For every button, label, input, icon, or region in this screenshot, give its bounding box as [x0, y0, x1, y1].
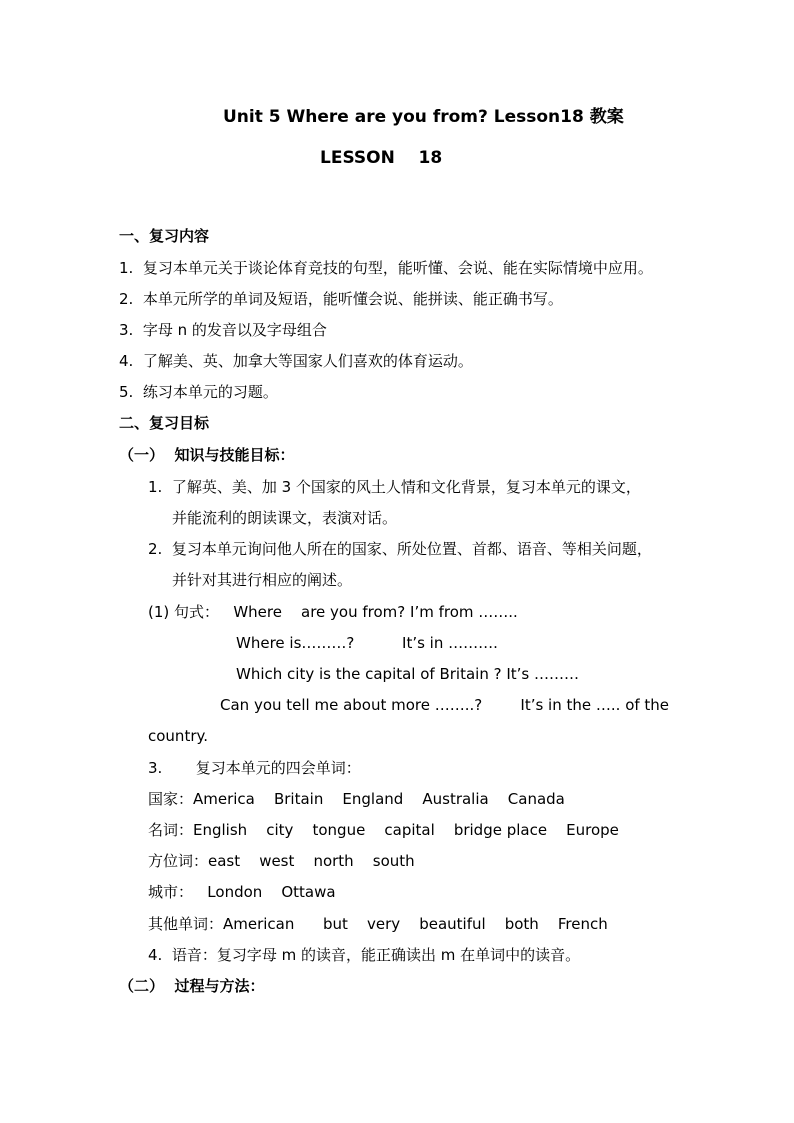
- vocabulary-heading: 3. 复习本单元的四会单词：: [148, 759, 361, 777]
- vocabulary-nouns: 名词：English city tongue capital bridge place Europe: [148, 821, 619, 839]
- list-item: 1. 复习本单元关于谈论体育竞技的句型，能听懂、会说、能在实际情境中应用。: [119, 259, 653, 277]
- vocabulary-cities: 城市： London Ottawa: [148, 883, 336, 901]
- section-heading-review-goals: 二、复习目标: [119, 414, 210, 432]
- sentence-pattern-2: Where is………? It’s in ……….: [236, 634, 498, 652]
- list-item: 4. 了解美、英、加拿大等国家人们喜欢的体育运动。: [119, 352, 473, 370]
- objective-1-line-2: 并能流利的朗读课文，表演对话。: [172, 509, 398, 527]
- phonics-objective: 4. 语音：复习字母 m 的读音，能正确读出 m 在单词中的读音。: [148, 946, 581, 964]
- subsection-heading-process-methods: （二） 过程与方法：: [119, 977, 265, 995]
- sentence-pattern-1: (1) 句式： Where are you from? I’m from ……..: [148, 603, 518, 621]
- vocabulary-countries: 国家：America Britain England Australia Canada: [148, 790, 565, 808]
- subsection-heading-knowledge-skills: （一） 知识与技能目标：: [119, 446, 295, 464]
- sentence-pattern-4: Can you tell me about more ……..? It’s in the ….. of the: [220, 696, 670, 714]
- objective-2-line-2: 并针对其进行相应的阐述。: [172, 571, 353, 589]
- objective-2-line-1: 2. 复习本单元询问他人所在的国家、所处位置、首都、语音、等相关问题，: [148, 540, 652, 558]
- objective-1-line-1: 1. 了解英、美、加 3 个国家的风土人情和文化背景，复习本单元的课文，: [148, 478, 641, 496]
- lesson-subtitle: LESSON 18: [320, 148, 443, 168]
- vocabulary-directions: 方位词：east west north south: [148, 852, 415, 870]
- vocabulary-other: 其他单词：American but very beautiful both French: [148, 915, 608, 933]
- sentence-pattern-4-continued: country.: [148, 727, 208, 745]
- list-item: 2. 本单元所学的单词及短语，能听懂会说、能拼读、能正确书写。: [119, 290, 563, 308]
- document-title: Unit 5 Where are you from? Lesson18 教案: [223, 107, 624, 127]
- list-item: 5. 练习本单元的习题。: [119, 383, 278, 401]
- list-item: 3. 字母 n 的发音以及字母组合: [119, 321, 327, 339]
- section-heading-review-content: 一、复习内容: [119, 227, 210, 245]
- sentence-pattern-3: Which city is the capital of Britain ? It’s ………: [236, 665, 579, 683]
